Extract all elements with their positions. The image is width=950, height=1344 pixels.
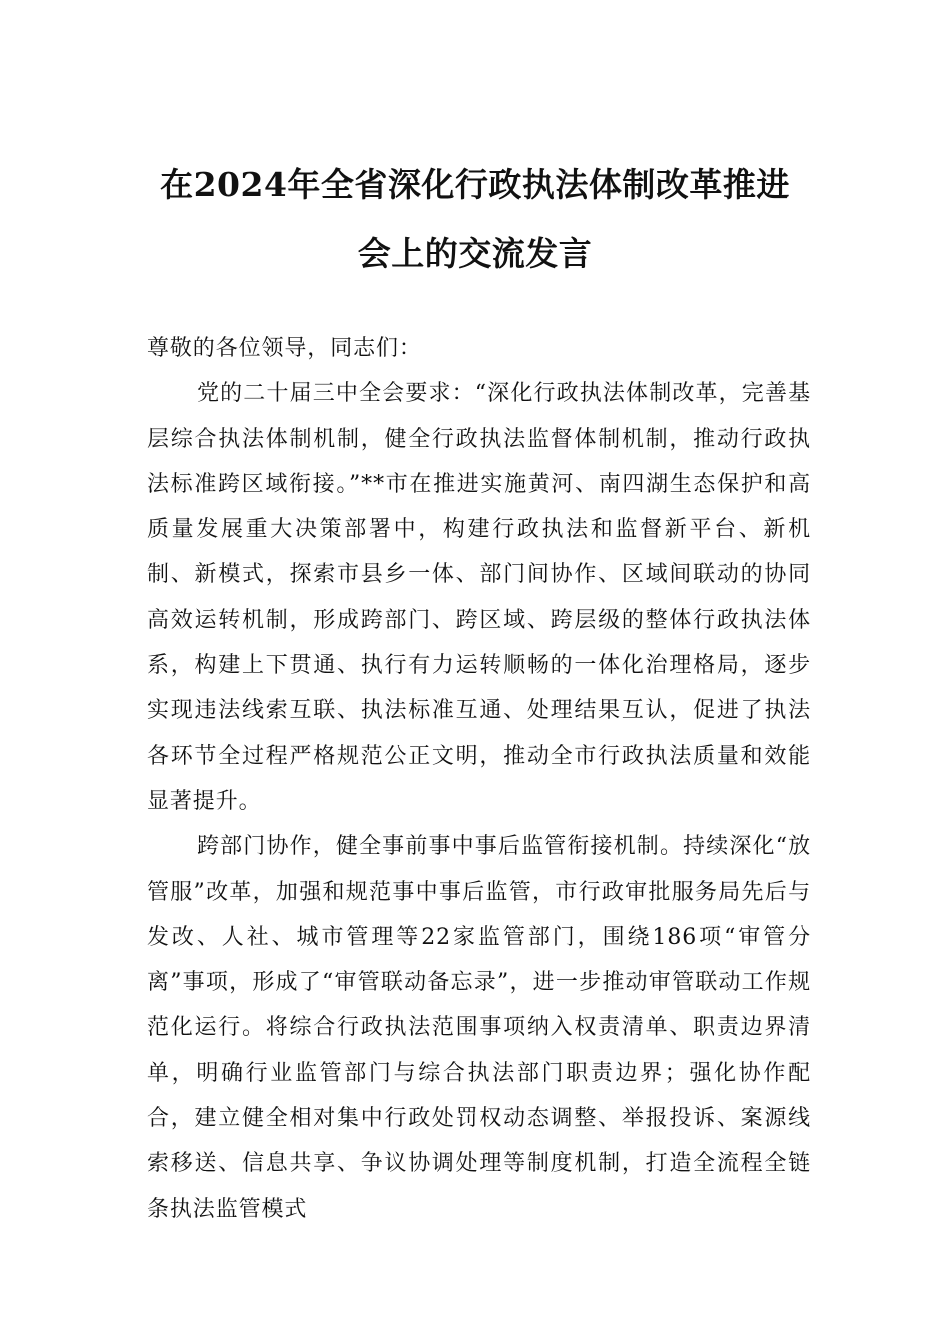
paragraph-intro: 党的二十届三中全会要求：“深化行政执法体制改革，完善基层综合执法体制机制，健全行政执法监督体制机制，推动行政执法标准跨区域衔接。”**市在推进实施黄河、南四湖生态保护和高质量发展重大决策部署中，构建行政执法和监督新平台、新机制、新模式，探索市县乡一体、部门间协作、区域间联动的协同高效运转机制，形成跨部门、跨区域、跨层级的整体行政执法体系，构建上下贯通、执行有力运转顺畅的一体化治理格局，逐步实现违法线索互联、执法标准互通、处理结果互认，促进了执法各环节全过程严格规范公正文明，推动全市行政执法质量和效能显著提升。 <box>147 381 811 814</box>
paragraph-cross-department: 跨部门协作，健全事前事中事后监管衔接机制。持续深化“放管服”改革，加强和规范事中事后监管，市行政审批服务局先后与发改、人社、城市管理等22家监管部门，围绕186项“审管分离”事项，形成了“审管联动备忘录”，进一步推动审管联动工作规范化运行。将综合行政执法范围事项纳入权责清单、职责边界清单，明确行业监管部门与综合执法部门职责边界；强化协作配合，建立健全相对集中行政处罚权动态调整、举报投诉、案源线索移送、信息共享、争议协调处理等制度机制，打造全流程全链条执法监管模式 <box>147 834 811 1222</box>
document-body <box>147 326 811 1232</box>
salutation: 尊敬的各位领导，同志们： <box>147 336 422 361</box>
document-title-line-2: 会上的交流发言 <box>357 234 593 273</box>
document-title-line-1: 在2024年全省深化行政执法体制改革推进 <box>160 165 790 204</box>
